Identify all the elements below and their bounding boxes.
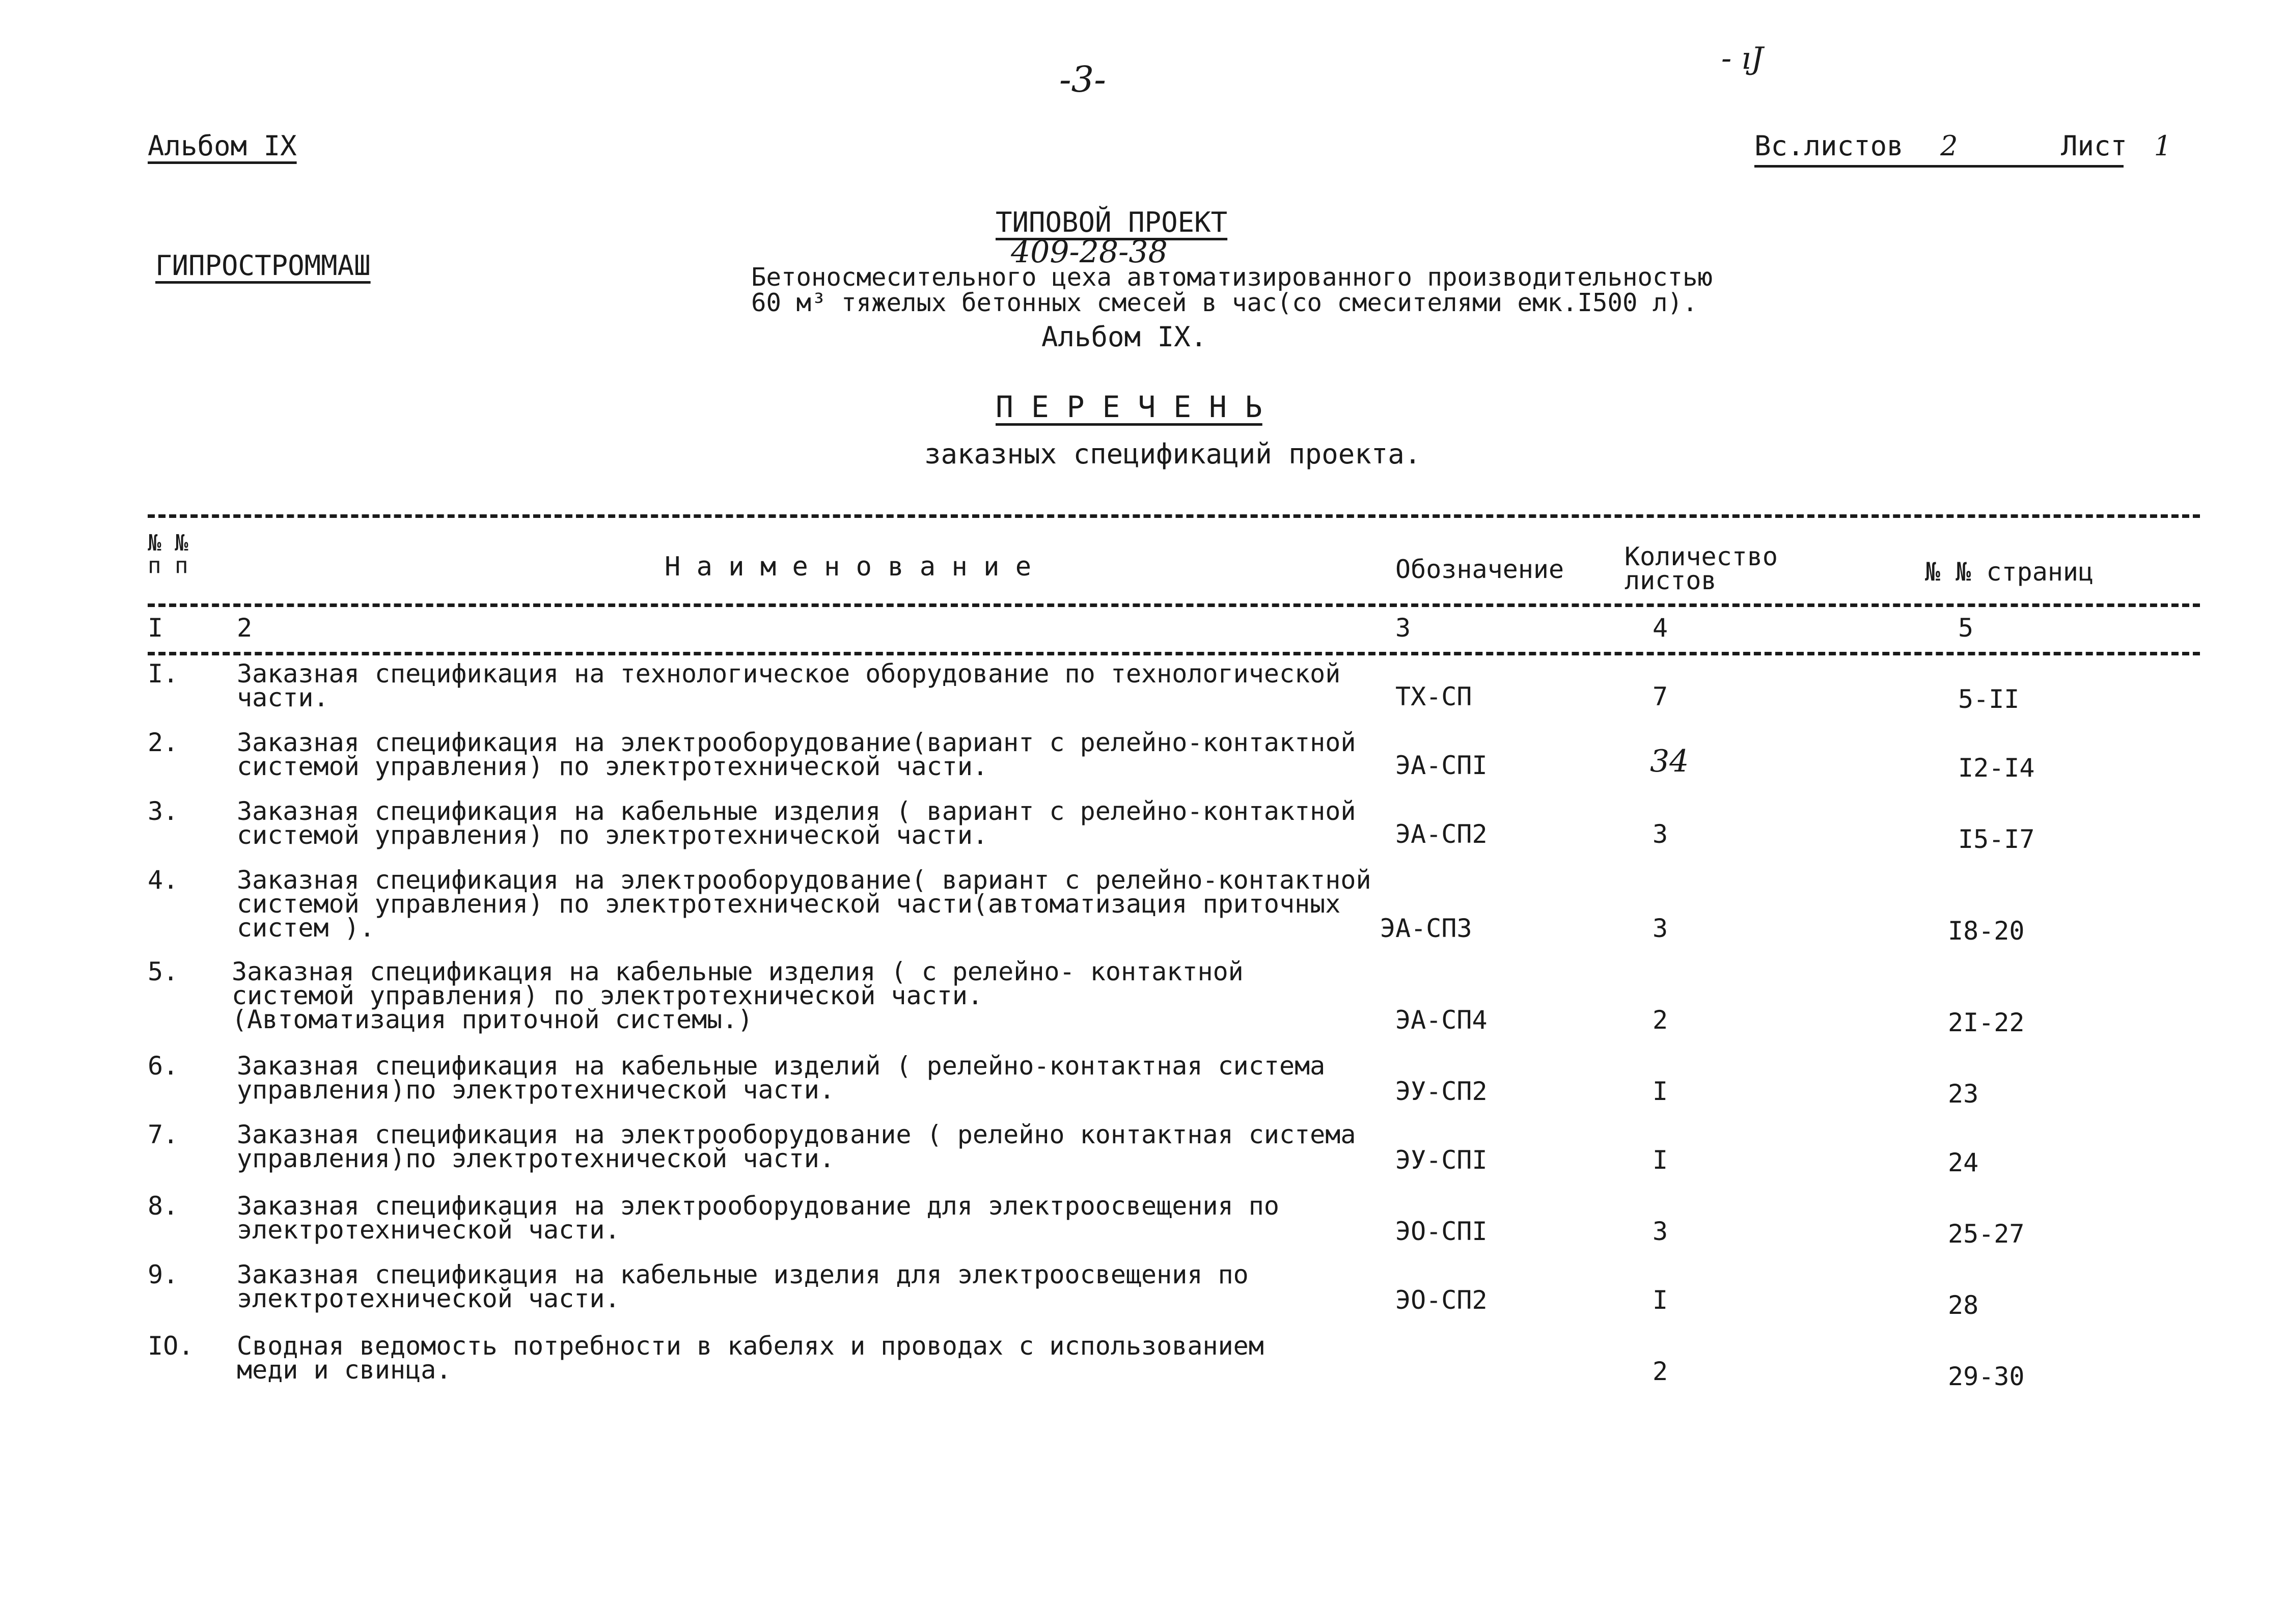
list-heading: П Е Р Е Ч Е Н Ь — [996, 390, 1262, 424]
row-pages: I8-20 — [1948, 916, 2025, 946]
header-sheets: Количество листов — [1625, 542, 1778, 595]
row-code: ТХ-СП — [1395, 682, 1472, 711]
row-name: Заказная спецификация на кабельные изделия ( вариант с релейно-контактной системой управления) по электротехнической части. — [237, 796, 1356, 850]
row-pages: 29-30 — [1948, 1362, 2025, 1391]
row-pages: 28 — [1948, 1290, 1979, 1320]
row-sheets: 2 — [1653, 1357, 1668, 1386]
row-name: Заказная спецификация на электрооборудование для электроосвещения по электротехнической части. — [237, 1191, 1279, 1245]
row-sheets: 3 — [1653, 914, 1668, 943]
organization: ГИПРОСТРОММАШ — [155, 250, 371, 282]
row-name: Заказная спецификация на технологическое оборудование по технологической части. — [237, 659, 1341, 712]
project-number: 409-28-38 — [1011, 234, 1168, 270]
row-name: Сводная ведомость потребности в кабелях и проводах с использованием меди и свинца. — [237, 1331, 1264, 1385]
row-pages: 25-27 — [1948, 1219, 2025, 1249]
row-num: 7. — [148, 1120, 179, 1149]
sheet-value: 1 — [2154, 130, 2171, 162]
corner-mark: - ıJ — [1721, 41, 1764, 76]
project-title-line2: 60 м³ тяжелых бетонных смесей в час(со смесителями емк.I500 л). — [751, 288, 1698, 317]
list-subheading: заказных спецификаций проекта. — [924, 438, 1421, 470]
header-num: № № п п — [148, 530, 188, 579]
row-num: 3. — [148, 796, 179, 826]
column-number-2: 2 — [237, 613, 253, 643]
row-code: ЭА-СП2 — [1395, 819, 1488, 849]
table-top-rule — [148, 514, 2200, 518]
sheet-label: Лист — [2061, 130, 2128, 162]
sheets-total-value: 2 — [1940, 130, 1958, 162]
row-name: Заказная спецификация на кабельные изделия ( с релейно- контактной системой управления) по электротехнической части. (Автоматизация приточной системы.) — [232, 957, 1244, 1034]
row-sheets: 7 — [1653, 682, 1668, 711]
row-num: 2. — [148, 728, 179, 757]
row-sheets: 3 — [1653, 819, 1668, 849]
row-pages: 2I-22 — [1948, 1008, 2025, 1037]
row-name: Заказная спецификация на кабельные изделий ( релейно-контактная система управления)по электротехнической части. — [237, 1051, 1326, 1105]
row-code: ЭО-СП2 — [1395, 1285, 1488, 1315]
row-num: 4. — [148, 865, 179, 895]
row-sheets: 34 — [1650, 744, 1689, 779]
row-code: ЭУ-СПI — [1395, 1145, 1488, 1175]
row-sheets: 2 — [1653, 1005, 1668, 1035]
row-name: Заказная спецификация на электрооборудование( вариант с релейно-контактной системой управления) по электротехнической части(автоматизация приточных систем ). — [237, 865, 1371, 943]
project-label: ТИПОВОЙ ПРОЕКТ — [996, 206, 1228, 238]
row-num: 5. — [148, 957, 179, 986]
row-pages: I5-I7 — [1958, 824, 2035, 854]
row-sheets: I — [1653, 1077, 1668, 1106]
column-number-4: 4 — [1653, 613, 1668, 643]
row-code: ЭА-СП4 — [1395, 1005, 1488, 1035]
row-num: 8. — [148, 1191, 179, 1221]
row-pages: 5-II — [1958, 684, 2020, 714]
row-sheets: 3 — [1653, 1217, 1668, 1246]
sheets-total-label: Вс.листов — [1754, 130, 1904, 162]
row-code: ЭА-СП3 — [1380, 914, 1472, 943]
project-album: Альбом IX. — [1041, 321, 1207, 353]
row-pages: 24 — [1948, 1148, 1979, 1177]
row-num: I. — [148, 659, 179, 689]
row-num: 9. — [148, 1260, 179, 1289]
row-name: Заказная спецификация на электрооборудование(вариант с релейно-контактной системой управления) по электротехнической части. — [237, 728, 1356, 781]
row-code: ЭА-СПI — [1395, 751, 1488, 780]
row-name: Заказная спецификация на электрооборудование ( релейно контактная система управления)по электротехнической части. — [237, 1120, 1356, 1173]
row-code: ЭО-СПI — [1395, 1217, 1488, 1246]
row-name: Заказная спецификация на кабельные изделия для электроосвещения по электротехнической части. — [237, 1260, 1249, 1313]
column-number-1: I — [148, 613, 163, 643]
row-pages: I2-I4 — [1958, 753, 2035, 783]
row-pages: 23 — [1948, 1079, 1979, 1109]
column-number-3: 3 — [1395, 613, 1411, 643]
table-colnum-rule — [148, 652, 2200, 655]
column-number-5: 5 — [1958, 613, 1974, 643]
row-num: 6. — [148, 1051, 179, 1081]
row-num: IO. — [148, 1331, 194, 1361]
row-code: ЭУ-СП2 — [1395, 1077, 1488, 1106]
table-header-rule — [148, 603, 2200, 607]
header-name: Н а и м е н о в а н и е — [665, 552, 1032, 582]
project-title-line1: Бетоносмесительного цеха автоматизированного производительностью — [751, 263, 1713, 292]
row-sheets: I — [1653, 1145, 1668, 1175]
sheet-info — [1754, 130, 2171, 168]
row-sheets: I — [1653, 1285, 1668, 1315]
header-code: Обозначение — [1395, 555, 1564, 584]
header-pages: № № страниц — [1925, 557, 2094, 587]
page-number: -3- — [1059, 59, 1106, 100]
album-label: Альбом IX — [148, 130, 297, 162]
